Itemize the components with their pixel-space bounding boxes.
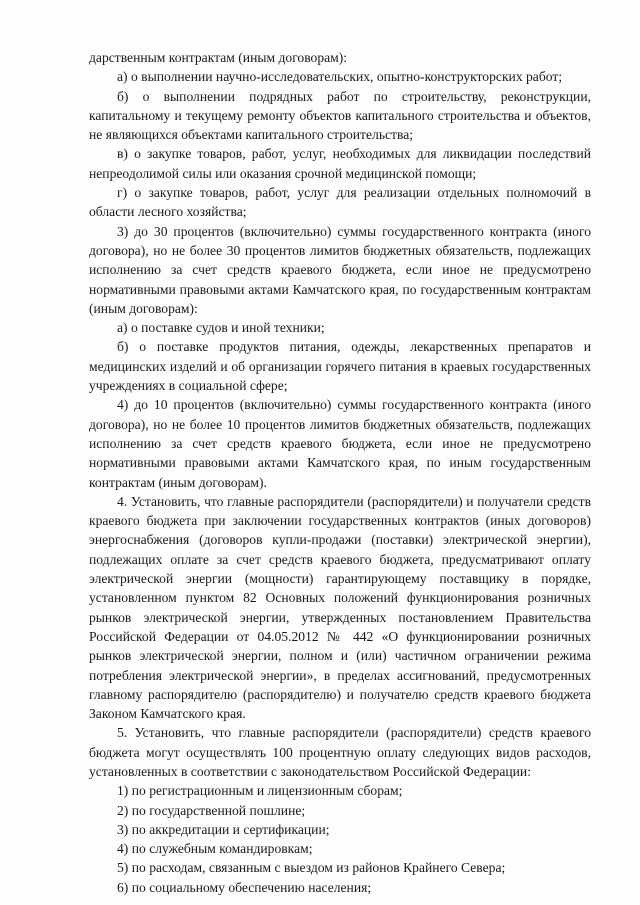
list-item-state-duty: 2) по государственной пошлине;	[117, 802, 306, 818]
paragraph-continuation: дарственным контрактам (иным договорам):	[89, 50, 348, 65]
document-body	[89, 48, 591, 897]
paragraph-section-5-full-payment: 5. Установить, что главные распорядители (распорядители) средств краевого бюджета могут осуществлять 100 процентную оплату следующих видов расходов, установленных в соответствии с законодательством Российской Федерации:	[89, 725, 591, 779]
list-item-accreditation: 3) по аккредитации и сертификации;	[117, 821, 330, 837]
paragraph-item-g-forestry: г) о закупке товаров, работ, услуг для реализации отдельных полномочий в области лесного хозяйства;	[89, 185, 591, 220]
paragraph-item-a-vessels: а) о поставке судов и иной техники;	[117, 320, 325, 336]
list-item-registration-fees: 1) по регистрационным и лицензионным сборам;	[117, 783, 403, 799]
list-item-social-security: 6) по социальному обеспечению населения;	[117, 879, 372, 895]
paragraph-section-4-energy: 4. Установить, что главные распорядители (распорядители) и получатели средств краевого бюджета при заключении государственных контрактов (иных договоров) энергоснабжения (договоров купли-продажи (поставки) электрической энергии), подлежащих оплате за счет средств краевого бюджета, предусматривают оплату электрической энергии (мощности) гарантирующему поставщику в порядке, установленном пунктом 82 Основных положений функционирования розничных рынков электрической энергии, утвержденных постановлением Правительства Российской Федерации от 04.05.2012 № 442 «О функционировании розничных рынков электрической энергии, полном и (или) частичном ограничении режима потребления электрической энергии», в пределах ассигнований, предусмотренных главному распорядителю (распорядителю) и получателю средств краевого бюджета Законом Камчатского края.	[89, 493, 591, 722]
paragraph-item-a-research: а) о выполнении научно-исследовательских, опытно-конструкторских работ;	[117, 69, 563, 85]
paragraph-item-b-construction: б) о выполнении подрядных работ по строительству, реконструкции, капитальному и текущему ремонту объектов капитального строительства и объектов, не являющихся объектами капитального строительства;	[89, 88, 591, 143]
paragraph-item-b-food-medical: б) о поставке продуктов питания, одежды, лекарственных препаратов и медицинских изделий и об организации горячего питания в краевых государственных учреждениях в социальной сфере;	[89, 339, 591, 394]
list-item-business-trips: 4) по служебным командировкам;	[117, 841, 313, 857]
list-item-far-north-departure: 5) по расходам, связанным с выездом из районов Крайнего Севера;	[117, 860, 506, 876]
paragraph-item-v-emergency: в) о закупке товаров, работ, услуг, необходимых для ликвидации последствий непреодолимой силы или оказания срочной медицинской помощи;	[89, 146, 591, 181]
paragraph-item-3-thirty-percent: 3) до 30 процентов (включительно) суммы государственного контракта (иного договора), но не более 30 процентов лимитов бюджетных обязательств, подлежащих исполнению за счет средств краевого бюджета, если иное не предусмотрено нормативными правовыми актами Камчатского края, по государственным контрактам (иным договорам):	[89, 223, 591, 316]
paragraph-item-4-ten-percent: 4) до 10 процентов (включительно) суммы государственного контракта (иного договора), но не более 10 процентов лимитов бюджетных обязательств, подлежащих исполнению за счет средств краевого бюджета, если иное не предусмотрено нормативными правовыми актами Камчатского края, по иным государственным контрактам (иным договорам).	[89, 397, 591, 490]
